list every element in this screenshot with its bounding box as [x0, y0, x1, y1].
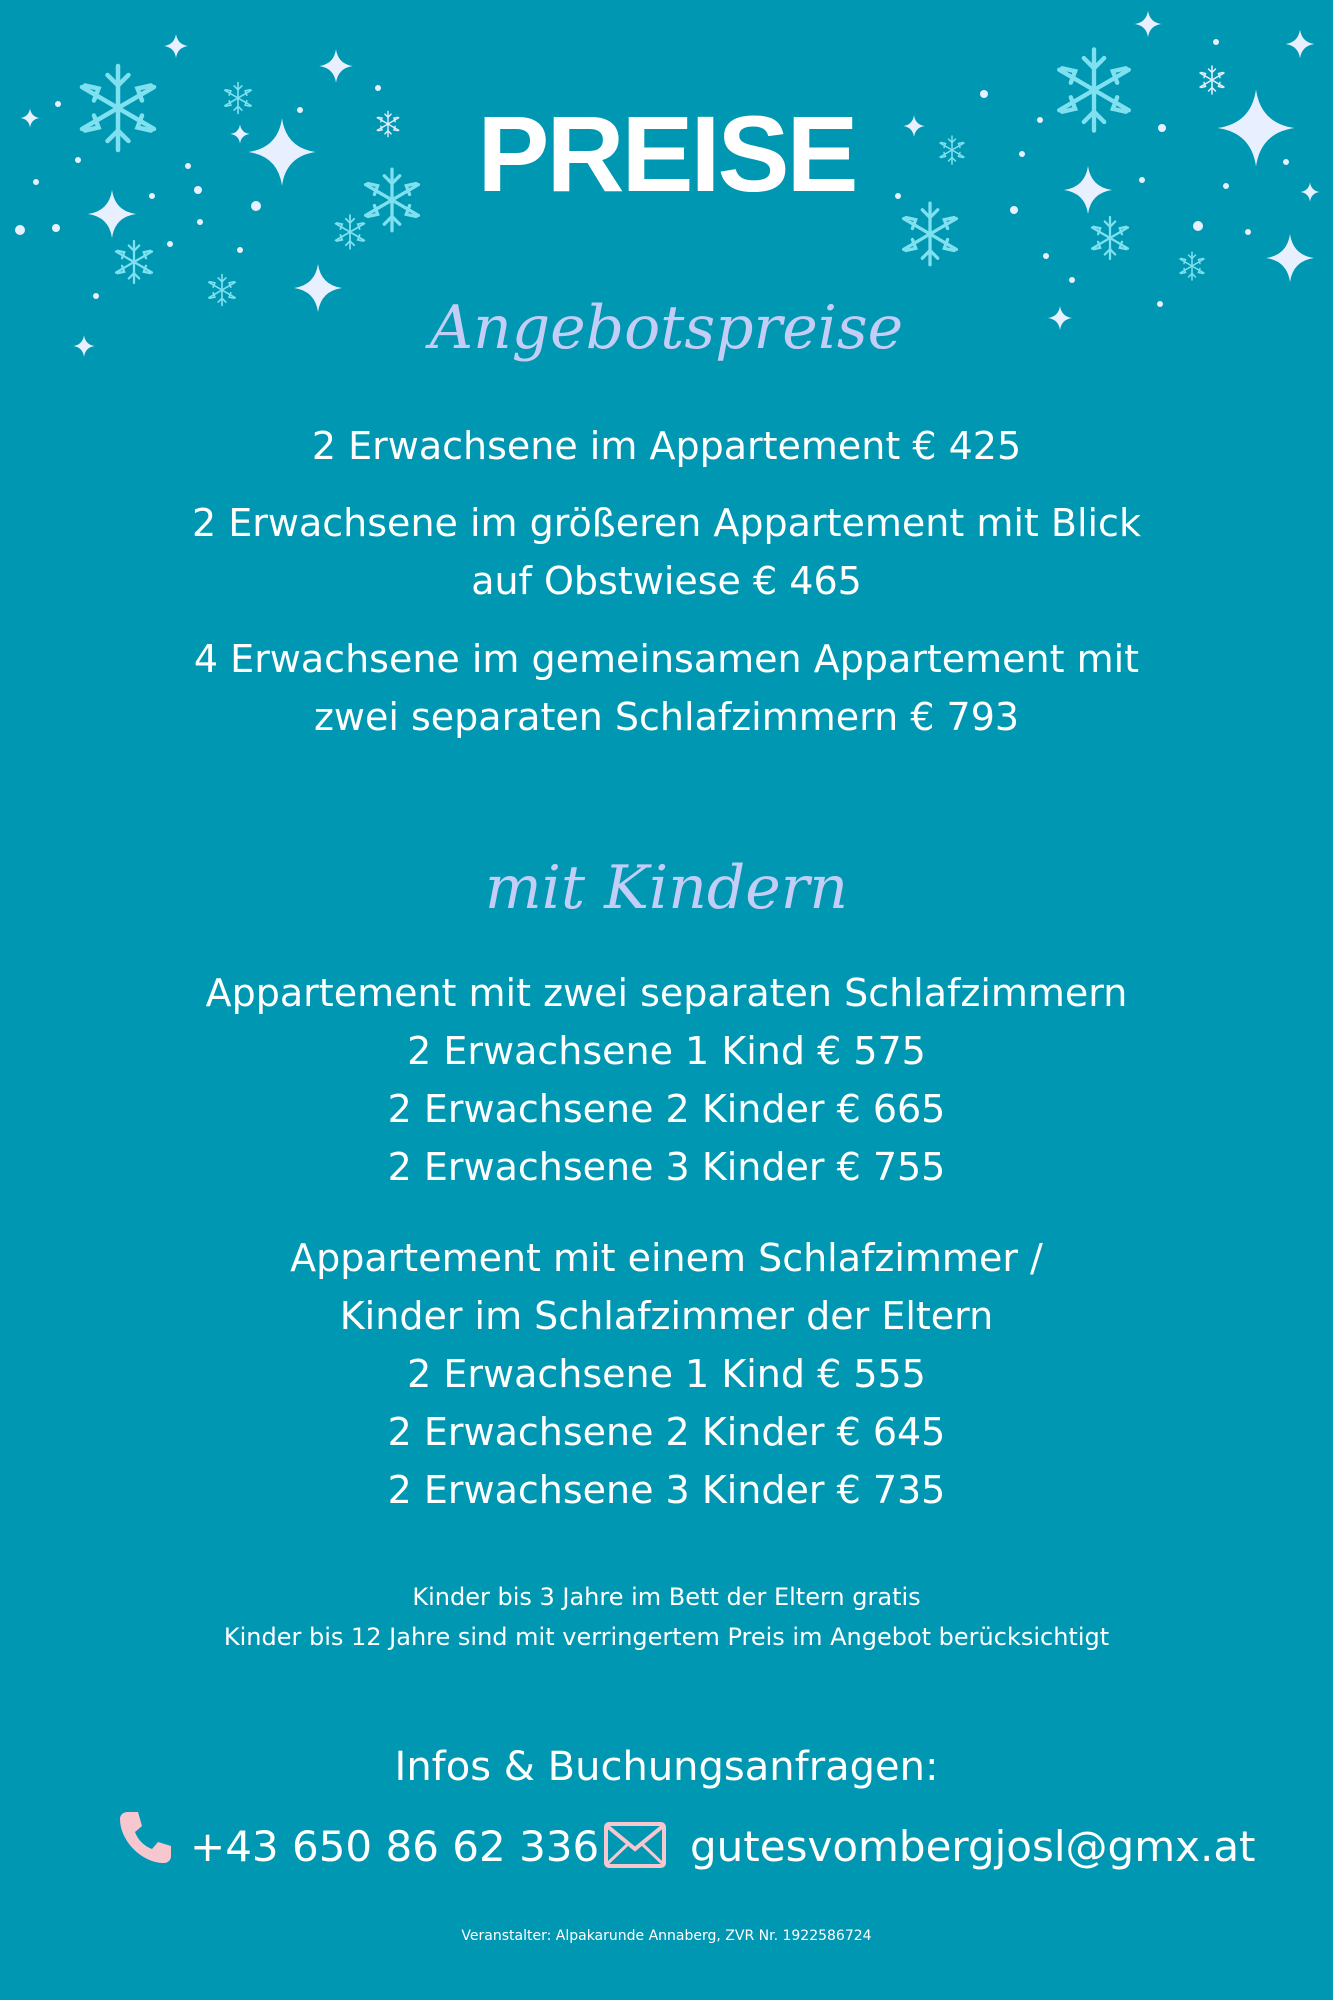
contact-heading: Infos & Buchungsanfragen: — [394, 1744, 939, 1790]
with-children-heading: mit Kindern — [484, 853, 849, 923]
offer-prices-heading: Angebotspreise — [429, 293, 904, 363]
children-price-line: Kinder im Schlafzimmer der Eltern — [339, 1294, 994, 1338]
children-price-line: 2 Erwachsene 3 Kinder € 755 — [387, 1145, 946, 1189]
email-address[interactable]: gutesvombergjosl@gmx.at — [690, 1822, 1256, 1871]
page-title: PREISE — [477, 93, 856, 214]
offer-price-line: 4 Erwachsene im gemeinsamen Appartement mit — [193, 637, 1140, 681]
children-price-line: 2 Erwachsene 3 Kinder € 735 — [387, 1468, 946, 1512]
children-price-line: Appartement mit zwei separaten Schlafzimmern — [205, 971, 1128, 1015]
phone-icon — [116, 1808, 174, 1866]
envelope-icon — [604, 1822, 666, 1868]
children-price-line: Appartement mit einem Schlafzimmer / — [290, 1236, 1043, 1280]
note-line: Kinder bis 12 Jahre sind mit verringertem Preis im Angebot berücksichtigt — [223, 1623, 1110, 1651]
children-price-line: 2 Erwachsene 1 Kind € 575 — [407, 1029, 926, 1073]
children-price-line: 2 Erwachsene 2 Kinder € 645 — [387, 1410, 946, 1454]
note-line: Kinder bis 3 Jahre im Bett der Eltern gratis — [412, 1583, 921, 1611]
offer-price-line: auf Obstwiese € 465 — [471, 559, 862, 603]
children-price-line: 2 Erwachsene 1 Kind € 555 — [407, 1352, 926, 1396]
offer-price-line: 2 Erwachsene im größeren Appartement mit Blick — [192, 501, 1141, 545]
footer-note: Veranstalter: Alpakarunde Annaberg, ZVR Nr. 1922586724 — [461, 1928, 872, 1944]
phone-number[interactable]: +43 650 86 62 336 — [190, 1822, 600, 1871]
offer-price-line: zwei separaten Schlafzimmern € 793 — [313, 695, 1020, 739]
offer-price-line: 2 Erwachsene im Appartement € 425 — [311, 424, 1022, 468]
children-price-line: 2 Erwachsene 2 Kinder € 665 — [387, 1087, 946, 1131]
